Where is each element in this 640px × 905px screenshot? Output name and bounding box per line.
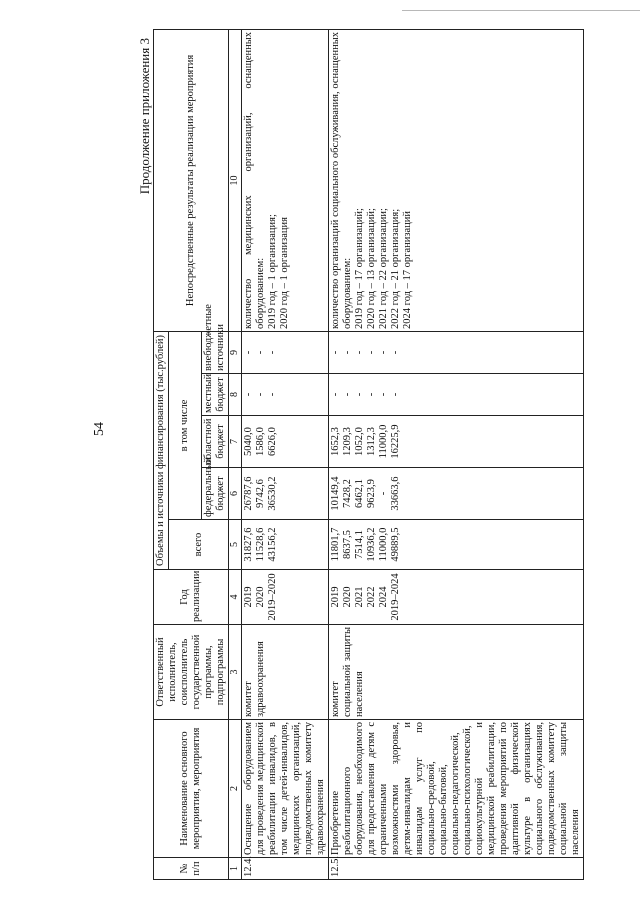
- result-line: 2020 год – 13 организаций;: [366, 208, 377, 329]
- local-value: -: [354, 392, 365, 397]
- extra-value: -: [378, 350, 389, 355]
- header-year: Год реализации: [154, 570, 229, 625]
- extra-value: -: [342, 350, 353, 355]
- total-cell: [329, 520, 584, 570]
- year-value: 2019: [330, 586, 341, 608]
- page-number: 54: [92, 422, 107, 436]
- header-regional: областной бюджет: [202, 416, 229, 468]
- years-cell: [329, 570, 584, 625]
- result-line: 2020 год – 1 организация: [279, 217, 290, 329]
- year-value: 2021: [354, 586, 365, 608]
- year-value: 2019: [243, 586, 254, 608]
- row-number: 12.4.: [242, 858, 329, 880]
- regional-value: 1652,3: [330, 427, 341, 456]
- extra-value: -: [267, 350, 278, 355]
- regional-value: 6626,0: [267, 427, 278, 456]
- total-value: 43156,2: [267, 527, 278, 562]
- header-num: № п/п: [154, 858, 229, 880]
- extra-cell: [329, 331, 584, 373]
- federal-value: 36530,2: [267, 476, 278, 511]
- extra-cell: [242, 331, 329, 373]
- rotated-sheet: [135, 30, 581, 880]
- appendix-caption: Продолжение приложения 3: [137, 38, 152, 195]
- federal-value: 10149,4: [330, 476, 341, 511]
- funding-table: [153, 29, 584, 880]
- header-executor: Ответственный исполнитель, соисполнитель государственной программы, подпрограммы: [154, 625, 229, 720]
- column-number: 9: [229, 331, 242, 373]
- regional-value: 1586,0: [255, 427, 266, 456]
- extra-value: -: [354, 350, 365, 355]
- federal-value: -: [378, 491, 389, 496]
- measure-name: Приобретение реабилитационного оборудования, необходимого для предоставления детям с ограниченными возможностями здоровья, детям-инвалидам и инвалидам услуг по социально-средовой, социально-бытовой, социально-педагогической, социально-психологической, социокультурной и медицинской реабилитации, проведения мероприятий по адаптивной физической культуре в организациях социального обслуживания, подведомственных комитету социальной защиты населения: [329, 720, 584, 858]
- result-line: количество организаций социального обслуживания, оснащенных оборудованием:: [330, 31, 353, 329]
- total-value: 11000,0: [378, 527, 389, 562]
- column-number: 5: [229, 520, 242, 570]
- federal-value: 33663,6: [390, 476, 401, 511]
- local-value: -: [390, 392, 401, 397]
- federal-cell: [242, 468, 329, 520]
- column-number: 2: [229, 720, 242, 858]
- header-name: Наименование основного мероприятия, мероприятия: [154, 720, 229, 858]
- federal-value: 9623,9: [366, 479, 377, 508]
- header-funding: Объемы и источники финансирования (тыс.рублей): [154, 331, 169, 569]
- local-value: -: [330, 392, 341, 397]
- column-number: 3: [229, 625, 242, 720]
- executor-cell: комитет социальной защиты населения: [329, 625, 584, 720]
- local-value: -: [255, 392, 266, 397]
- result-line: 2019 год – 1 организация;: [267, 214, 278, 329]
- total-value: 8637,5: [342, 530, 353, 559]
- column-number: 4: [229, 570, 242, 625]
- executor-cell: комитет здравоохранения: [242, 625, 329, 720]
- extra-value: -: [243, 350, 254, 355]
- total-value: 49889,5: [390, 527, 401, 562]
- header-federal: федеральный бюджет: [202, 468, 229, 520]
- extra-value: -: [366, 350, 377, 355]
- total-cell: [242, 520, 329, 570]
- column-number: 6: [229, 468, 242, 520]
- federal-cell: [329, 468, 584, 520]
- table-row: [329, 29, 584, 879]
- results-cell: [329, 29, 584, 331]
- column-number: 8: [229, 374, 242, 416]
- row-number: 12.5.: [329, 858, 584, 880]
- federal-value: 7428,2: [342, 479, 353, 508]
- results-cell: [242, 29, 329, 331]
- column-number: 7: [229, 416, 242, 468]
- regional-cell: [329, 416, 584, 468]
- total-value: 7514,1: [354, 530, 365, 559]
- regional-value: 11000,0: [378, 424, 389, 459]
- year-value: 2022: [366, 586, 377, 608]
- header-extra: внебюджетные источники: [202, 331, 229, 373]
- local-cell: [242, 374, 329, 416]
- column-number: 10: [229, 29, 242, 331]
- header-in-that: в том числе: [169, 331, 202, 519]
- total-value: 11801,7: [330, 527, 341, 562]
- year-value: 2020: [255, 586, 266, 608]
- federal-value: 9742,6: [255, 479, 266, 508]
- header-total: всего: [169, 520, 229, 570]
- extra-value: -: [390, 350, 401, 355]
- result-line: 2024 год – 17 организаций: [402, 210, 413, 329]
- local-value: -: [243, 392, 254, 397]
- measure-name: Оснащение оборудованием для проведения медицинской реабилитации инвалидов, в том числе детей-инвалидов, медицинских организаций, подведомственных комитету здравоохранения: [242, 720, 329, 858]
- year-value: 2019–2024: [390, 573, 401, 621]
- table-row: [242, 29, 329, 879]
- regional-value: 16225,9: [390, 424, 401, 459]
- result-line: количество медицинских организаций, оснащенных оборудованием:: [243, 31, 266, 329]
- total-value: 11528,6: [255, 527, 266, 562]
- year-value: 2019–2020: [267, 573, 278, 621]
- federal-value: 6462,1: [354, 479, 365, 508]
- result-line: 2019 год – 17 организаций;: [354, 208, 365, 329]
- total-value: 31827,6: [243, 527, 254, 562]
- regional-value: 1312,3: [366, 427, 377, 456]
- local-cell: [329, 374, 584, 416]
- result-line: 2022 год – 21 организация;: [390, 208, 401, 329]
- column-number: 1: [229, 858, 242, 880]
- local-value: -: [378, 392, 389, 397]
- regional-value: 5040,0: [243, 427, 254, 456]
- header-local: местный бюджет: [202, 374, 229, 416]
- local-value: -: [342, 392, 353, 397]
- local-value: -: [267, 392, 278, 397]
- column-number-row: [229, 29, 242, 879]
- extra-value: -: [330, 350, 341, 355]
- regional-cell: [242, 416, 329, 468]
- regional-value: 1209,3: [342, 427, 353, 456]
- result-line: 2021 год – 22 организации;: [378, 208, 389, 329]
- federal-value: 26787,6: [243, 476, 254, 511]
- year-value: 2024: [378, 586, 389, 608]
- extra-value: -: [255, 350, 266, 355]
- years-cell: [242, 570, 329, 625]
- total-value: 10936,2: [366, 527, 377, 562]
- header-results: Непосредственные результаты реализации мероприятия: [154, 29, 229, 331]
- local-value: -: [366, 392, 377, 397]
- regional-value: 1052,0: [354, 427, 365, 456]
- year-value: 2020: [342, 586, 353, 608]
